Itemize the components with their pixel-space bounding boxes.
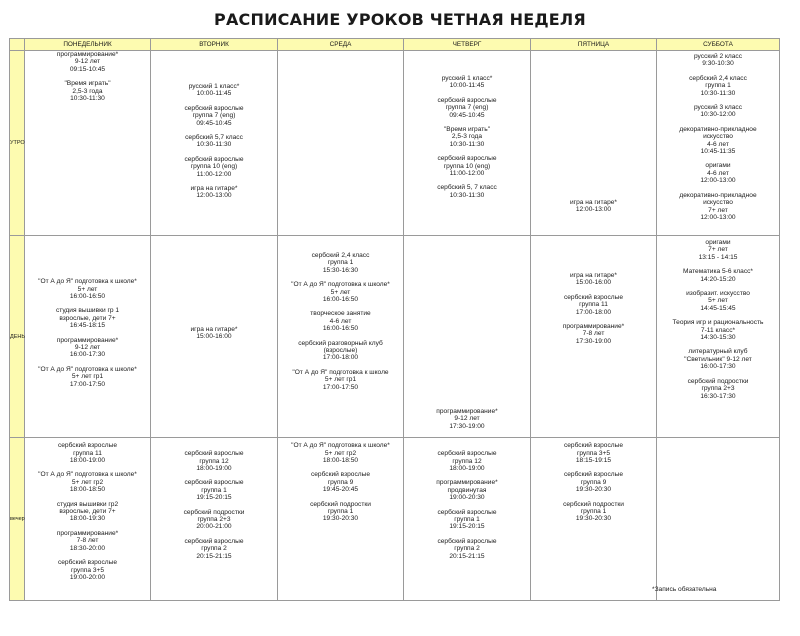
corner-cell: [10, 39, 25, 51]
cell-day-tue: [151, 236, 278, 438]
cell-day-wed: [278, 236, 404, 438]
lesson-entry: декоративно-прикладное искусство 4-6 лет 10:45-11:35: [679, 125, 757, 156]
lesson-entry: студия вышивки гр 1 взрослые, дети 7+ 16:45-18:15: [55, 307, 120, 330]
lesson-entry: сербский взрослые группа 1 19:15-20:15: [184, 479, 244, 502]
lesson-entry: сербский взрослые группа 3+5 19:00-20:00: [57, 559, 118, 581]
lesson-entry: сербский взрослые группа 2 20:15-21:15: [437, 537, 497, 560]
day-header-sat: СУББОТА: [657, 39, 780, 51]
period-label-evening: вечер: [10, 438, 25, 601]
cell-day-thu: [404, 236, 531, 438]
cell-evening-fri: [531, 438, 657, 601]
lesson-entry: сербский взрослые группа 7 (eng) 09:45-10:45: [184, 104, 244, 127]
lesson-entry: сербский взрослые группа 10 (eng) 11:00-12:00: [184, 155, 244, 178]
cell-evening-wed: [278, 438, 404, 601]
lesson-entry: "От А до Я" подготовка к школе* 5+ лет гр2 18:00-18:50: [291, 442, 390, 465]
day-row: [10, 236, 780, 438]
day-header-tue: ВТОРНИК: [151, 39, 278, 51]
lesson-entry: "От А до Я" подготовка к школе 5+ лет гр1 17:00-17:50: [292, 368, 389, 391]
lesson-entry: сербский подростки группа 1 19:30-20:30: [563, 500, 624, 523]
day-header-fri: ПЯТНИЦА: [531, 39, 657, 51]
cell-morning-fri: [531, 51, 657, 236]
lesson-entry: "От А до Я" подготовка к школе* 5+ лет гр1 17:00-17:50: [38, 365, 137, 388]
cell-day-fri: [531, 236, 657, 438]
lesson-entry: сербский 2,4 класс группа 1 10:30-11:30: [689, 74, 747, 97]
page-title: РАСПИСАНИЕ УРОКОВ ЧЕТНАЯ НЕДЕЛЯ: [214, 10, 586, 29]
lesson-entry: Теория игр и рациональность 7-11 класс* 14:30-15:30: [672, 319, 764, 342]
lesson-entry: сербский взрослые группа 7 (eng) 09:45-10:45: [437, 96, 497, 119]
cell-morning-thu: [404, 51, 531, 236]
period-label-day: ДЕНЬ: [10, 236, 25, 438]
lesson-entry: сербский взрослые группа 12 18:00-19:00: [437, 450, 497, 473]
lesson-entry: игра на гитаре* 15:00-16:00: [570, 272, 617, 287]
cell-morning-mon: [25, 51, 151, 236]
lesson-entry: сербский взрослые группа 3+5 18:15-19:15: [563, 442, 624, 465]
cell-evening-tue: [151, 438, 278, 601]
lesson-entry: оригами 4-6 лет 12:00-13:00: [700, 162, 736, 185]
cell-morning-tue: [151, 51, 278, 236]
lesson-entry: "От А до Я" подготовка к школе* 5+ лет 16:00-16:50: [291, 281, 390, 304]
lesson-entry: литературный клуб "Светильник" 9-12 лет 16:00-17:30: [684, 348, 752, 371]
lesson-entry: игра на гитаре* 12:00-13:00: [190, 185, 238, 200]
lesson-entry: сербский подростки группа 2+3 16:30-17:30: [687, 377, 749, 400]
lesson-entry: русский 3 класс 10:30-12:00: [693, 104, 743, 119]
lesson-entry: программирование* 9-12 лет 17:30-19:00: [436, 408, 498, 430]
cell-evening-thu: [404, 438, 531, 601]
day-header-wed: СРЕДА: [278, 39, 404, 51]
day-header-row: [10, 39, 780, 51]
lesson-entry: программирование* 7-8 лет 18:30-20:00: [56, 529, 119, 552]
lesson-entry: игра на гитаре* 15:00-16:00: [190, 325, 238, 341]
period-label-morning: УТРО: [10, 51, 25, 236]
lesson-entry: программирование* 9-12 лет 09:15-10:45: [56, 51, 119, 73]
lesson-entry: сербский взрослые группа 10 (eng) 11:00-12:00: [437, 155, 497, 178]
day-header-thu: ЧЕТВЕРГ: [404, 39, 531, 51]
day-header-mon: ПОНЕДЕЛЬНИК: [25, 39, 151, 51]
lesson-entry: "Время играть" 2,5-3 года 10:30-11:30: [64, 80, 111, 103]
lesson-entry: сербский взрослые группа 9 19:45-20:45: [310, 471, 371, 494]
lesson-entry: программирование* 9-12 лет 16:00-17:30: [56, 336, 119, 359]
cell-evening-mon: [25, 438, 151, 601]
lesson-entry: "Время играть" 2,5-3 года 10:30-11:30: [443, 126, 491, 148]
lesson-entry: "От А до Я" подготовка к школе* 5+ лет 16:00-16:50: [38, 278, 137, 300]
schedule-table: [9, 38, 780, 601]
lesson-entry: русский 1 класс* 10:00-11:45: [441, 75, 493, 90]
lesson-entry: сербский взрослые группа 1 19:15-20:15: [437, 508, 497, 531]
lesson-entry: русский 2 класс 9:30-10:30: [693, 53, 743, 68]
lesson-entry: программирование* 7-8 лет 17:30-19:00: [562, 323, 625, 345]
lesson-entry: оригами 7+ лет 13:15 - 14:15: [698, 239, 738, 261]
cell-day-mon: [25, 236, 151, 438]
lesson-entry: игра на гитаре* 12:00-13:00: [570, 199, 617, 214]
lesson-entry: сербский взрослые группа 11 17:00-18:00: [563, 293, 624, 316]
evening-row: [10, 438, 780, 601]
lesson-entry: сербский разговорный клуб (взрослые) 17:00-18:00: [298, 339, 383, 362]
lesson-entry: сербский 2,4 класс группа 1 15:30-16:30: [311, 252, 370, 274]
cell-morning-wed: [278, 51, 404, 236]
lesson-entry: сербский взрослые группа 12 18:00-19:00: [184, 450, 244, 473]
lesson-entry: русский 1 класс* 10:00-11:45: [188, 83, 240, 98]
lesson-entry: сербский 5,7 класс 10:30-11:30: [185, 134, 243, 149]
lesson-entry: сербский подростки группа 1 19:30-20:30: [310, 500, 371, 523]
cell-evening-sat: [657, 438, 780, 601]
lesson-entry: Математика 5-6 класс* 14:20-15:20: [683, 268, 753, 283]
cell-morning-sat: [657, 51, 780, 236]
lesson-entry: сербский подростки группа 2+3 20:00-21:00: [183, 508, 245, 531]
footnote: *Запись обязательна: [652, 586, 717, 593]
lesson-entry: сербский 5, 7 класс 10:30-11:30: [437, 184, 497, 199]
lesson-entry: сербский взрослые группа 9 19:30-20:30: [563, 471, 624, 494]
lesson-entry: декоративно-прикладное искусство 7+ лет 12:00-13:00: [679, 191, 757, 221]
lesson-entry: программирование* продвинутая 19:00-20:30: [436, 479, 498, 502]
lesson-entry: сербский взрослые группа 2 20:15-21:15: [184, 537, 244, 560]
lesson-entry: изобразит. искусство 5+ лет 14:45-15:45: [686, 290, 750, 312]
morning-row: [10, 51, 780, 236]
lesson-entry: "От А до Я" подготовка к школе* 5+ лет гр2 18:00-18:50: [38, 471, 137, 494]
cell-day-sat: [657, 236, 780, 438]
lesson-entry: сербский взрослые группа 11 18:00-19:00: [57, 442, 118, 465]
lesson-entry: студия вышивки гр2 взрослые, дети 7+ 18:00-19:30: [56, 500, 119, 523]
lesson-entry: творческое занятие 4-6 лет 16:00-16:50: [310, 310, 371, 333]
